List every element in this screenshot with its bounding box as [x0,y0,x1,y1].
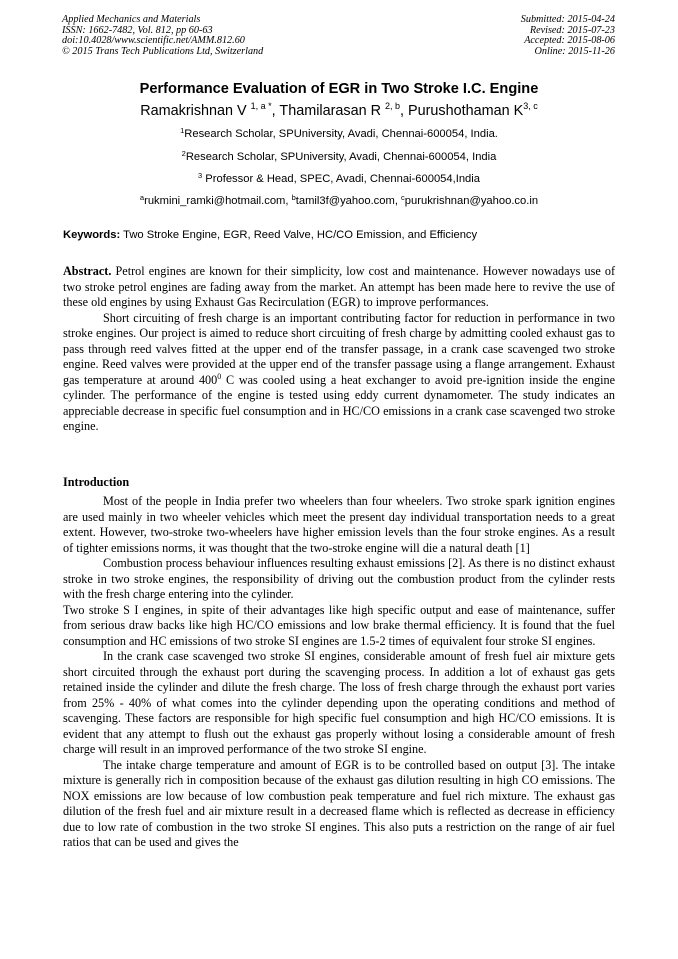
degree-superscript: 0 [217,371,222,381]
author-marker: 3, c [523,101,538,111]
copyright: © 2015 Trans Tech Publications Ltd, Switzerland [62,45,264,57]
author-name: Purushothaman K [408,103,524,119]
body-paragraph: Two stroke S I engines, in spite of their advantages like high specific output and ease of maintenance, suffer from serious draw backs like high HC/CO emissions and low brake thermal efficiency. It is found that the fuel consumption and HC emissions of two stroke SI engines are 1.5-2 times of equivalent four stroke SI engines. [63,602,615,648]
body-paragraph: The intake charge temperature and amount of EGR is to be controlled based on output [3]. The intake mixture is generally rich in composition because of the exhaust gas dilution resulting in high CO emissions. The NOX emissions are low because of low combustion peak temperature and fuel rich mixture. The exhaust gas dilution of the fresh fuel and air mixture result in a decreased flame which is reflected as decrease in efficiency due to low rate of combustion in the two stroke SI engines. This also puts a restriction on the range of air fuel ratios that can be used and gives the [63,757,615,849]
submitted-date: Submitted: 2015-04-24 [520,14,615,25]
keywords-text: Two Stroke Engine, EGR, Reed Valve, HC/CO Emission, and Efficiency [123,229,478,241]
affiliation-text: Research Scholar, SPUniversity, Avadi, Chennai-600054, India. [184,128,498,140]
journal-info [62,15,263,57]
keywords [63,229,477,241]
affiliation [0,151,678,163]
affiliation-text: Research Scholar, SPUniversity, Avadi, Chennai-600054, India [185,151,497,163]
body-paragraph: Combustion process behaviour influences resulting exhaust emissions [2]. As there is no distinct exhaust stroke in two stroke engines, the responsibility of driving out the combustion product from the cylinder rests with the fresh charge entering into the cylinder. [63,556,615,601]
section-heading: Introduction [63,475,130,489]
affiliation-text: Professor & Head, SPEC, Avadi, Chennai-600054,India [202,173,480,185]
doi: doi:10.4028/www.scientific.net/AMM.812.60 [62,35,245,47]
body-paragraph: In the crank case scavenged two stroke SI engines, considerable amount of fresh fuel air mixture gets short circuited through the exhaust port during the scavenging process. In addition a lot of exhaust gas gets retained inside the cylinder and dilute the fresh charge. The loss of fresh charge through the exhaust port varies from 25% - 40% of what comes into the cylinder depending upon the operating conditions and method of scavenging. These factors are responsible for high specific fuel consumption and high HC/CO emissions. It is evident that any attempt to flush out the exhaust gas properly without losing a considerable amount of fresh charge will result in an improved performance of the two stroke SI engine. [63,649,615,756]
abstract-paragraph [63,264,615,311]
affiliation-marker: 3 [198,171,203,180]
paper-title: Performance Evaluation of EGR in Two Stroke I.C. Engine [139,81,539,97]
author-marker: 2, b [385,101,401,111]
author-marker: 1, a * [250,101,272,111]
revised-date: Revised: 2015-07-23 [529,24,615,36]
journal-name: Applied Mechanics and Materials [62,14,201,25]
accepted-date: Accepted: 2015-08-06 [524,35,615,47]
author-name: Thamilarasan R [279,103,381,119]
keywords-label: Keywords: [63,229,121,241]
affiliation-marker: 1 [180,126,185,135]
email-marker: a [139,193,145,202]
abstract-text: C was cooled using a heat exchanger to avoid pre-ignition inside the engine cylinder. The performance of the engine is tested using eddy current dynamometer. The study indicates an appreciable decrease in specific fuel consumption and in HC/CO emissions in a crank case scavenged two stroke engine. [63,372,615,433]
email-address[interactable]: tamil3f@yahoo.com [295,195,395,207]
email-address[interactable]: purukrishnan@yahoo.co.in [404,195,539,207]
publication-dates [521,15,615,57]
affiliation-marker: 2 [181,149,186,158]
email-list: $^a$rukmini_ramki@hotmail.com, $^b$tamil3f@yahoo.com, $^c$purukrishnan@yahoo.co.in [139,193,539,207]
issn: ISSN: 1662-7482, Vol. 812, pp 60-63 [62,24,213,36]
abstract-text: Petrol engines are known for their simplicity, low cost and maintenance. However nowadays use of two stroke petrol engines are fading away from the market. An attempt has been made here to revive the use of these old engines by using Exhaust Gas Recirculation (EGR) to improve performances. [63,264,616,309]
email-marker: b [291,193,296,202]
abstract-label: Abstract. [63,264,112,278]
online-date: Online: 2015-11-26 [534,45,615,57]
abstract-paragraph [63,311,615,435]
author-list: Ramakrishnan V $^{1, a *}$, Thamilarasan R $^{2, b}$, Purushothaman K$^{3, c}$ [140,101,538,119]
abstract [63,264,615,435]
body-paragraph: Most of the people in India prefer two wheelers than four wheelers. Two stroke spark ignition engines are used mainly in two wheeler vehicles which meet the present day individual transportation needs to a great extent. However, two-stroke two-wheelers have higher emission levels than the four stroke engines. As a result of tighter emissions norms, it was thought that the two-stroke engine will die a natural death [1] [63,494,615,555]
email-marker: c [401,193,405,202]
introduction-body [63,494,615,851]
email-address[interactable]: rukmini_ramki@hotmail.com [144,195,286,207]
author-name: Ramakrishnan V [140,103,247,119]
affiliation [0,128,678,140]
abstract-text: Short circuiting of fresh charge is an important contributing factor for reduction in performance in two stroke engines. Our project is aimed to reduce short circuiting of fresh charge by admitting cooled exhaust gas to pass through reed valves fitted at the upper end of the transfer passage, in a crank case scavenged two stroke engine. Reed valves were provided at the upper end of the transfer passage using a flange arrangement. Exhaust gas temperature at around 400 [63,310,615,387]
affiliation [0,173,678,185]
